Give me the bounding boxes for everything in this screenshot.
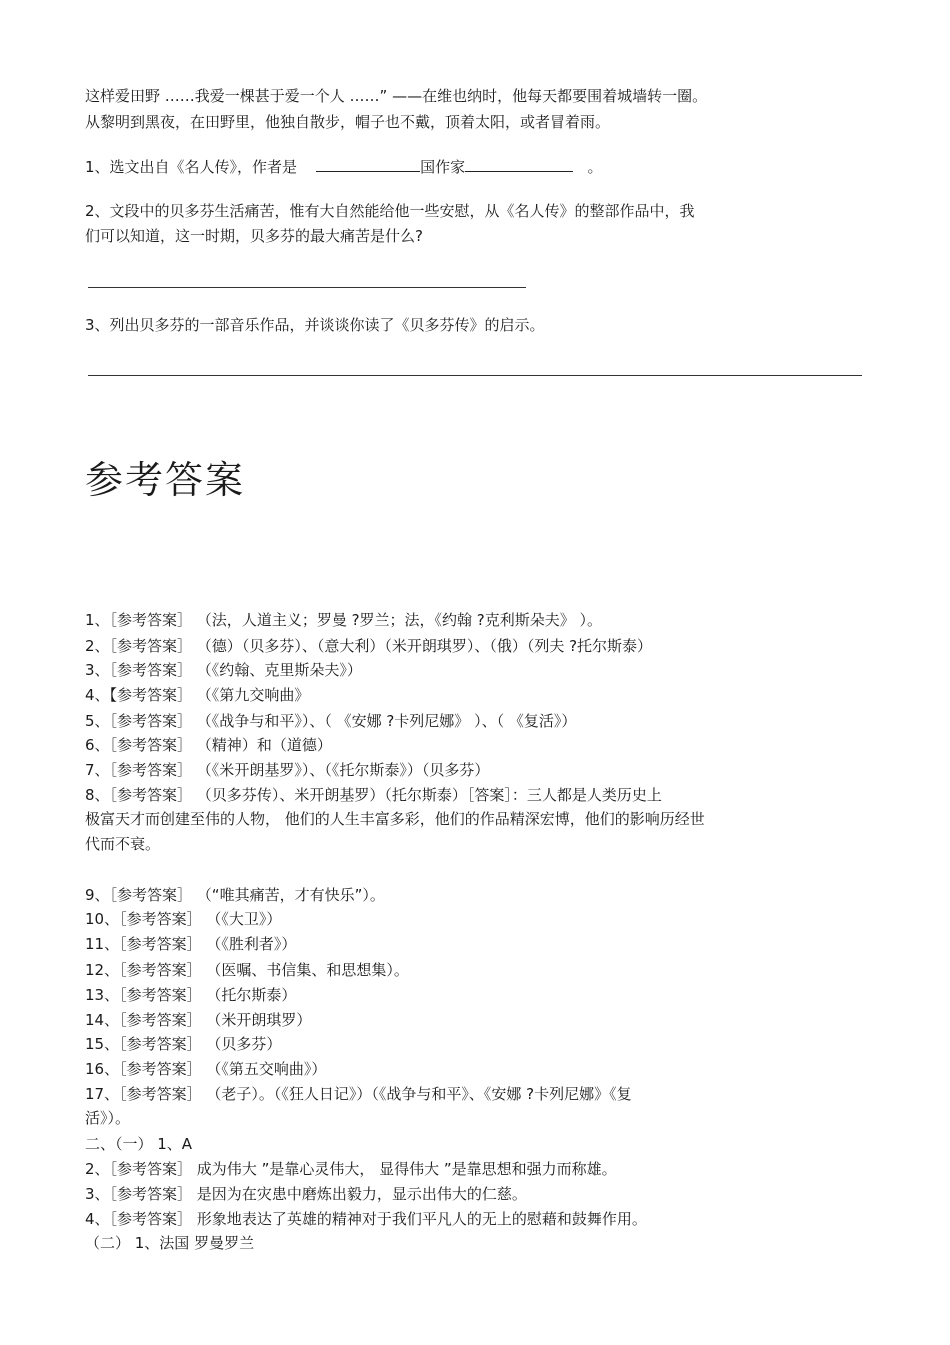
answer-line-question-3[interactable] — [88, 375, 862, 376]
writer-blank[interactable] — [465, 157, 573, 172]
answer-line: 11、［参考答案］ （《胜利者》） — [85, 935, 297, 953]
question-1-suffix: 。 — [587, 158, 603, 176]
answer-line: 6、［参考答案］ （精神）和（道德） — [85, 736, 332, 754]
answer-line: 3、［参考答案］ 是因为在灾患中磨炼出毅力，显示出伟大的仁慈。 — [85, 1185, 527, 1203]
answer-line: 3、［参考答案］ （《约翰、克里斯朵夫》） — [85, 661, 362, 679]
answer-line: 10、［参考答案］ （《大卫》） — [85, 910, 282, 928]
answer-line: 17、［参考答案］ （老子）。（《狂人日记》）（《战争与和平》、《安娜 ?卡列尼娜》《复 — [85, 1085, 632, 1103]
answers-title: 参考答案 — [85, 458, 246, 502]
question-3: 3、列出贝多芬的一部音乐作品，并谈谈你读了《贝多芬传》的启示。 — [85, 316, 545, 334]
answer-line: 12、［参考答案］ （医嘱、书信集、和思想集）。 — [85, 961, 409, 979]
answer-line: 16、［参考答案］ （《第五交响曲》） — [85, 1060, 327, 1078]
answer-line: 代而不衰。 — [85, 835, 161, 853]
answer-line: 1、［参考答案］ （法，人道主义；罗曼 ?罗兰；法，《约翰 ?克利斯朵夫》 ）。 — [85, 611, 603, 629]
answer-line: 极富天才而创建至伟的人物， 他们的人生丰富多彩，他们的作品精深宏博，他们的影响历经世 — [85, 810, 705, 828]
question-2-line-1: 2、文段中的贝多芬生活痛苦，惟有大自然能给他一些安慰，从《名人传》的整部作品中，我 — [85, 202, 695, 220]
question-1-prefix: 1、选文出自《名人传》，作者是 — [85, 158, 298, 176]
answer-line: 8、［参考答案］ （贝多芬传）、米开朗基罗）（托尔斯泰）［答案］：三人都是人类历史上 — [85, 786, 662, 804]
answer-line-question-2[interactable] — [88, 287, 526, 288]
answer-line: 2、［参考答案］ （德）（贝多芬）、（意大利）（米开朗琪罗）、（俄）（列夫 ?托尔斯泰） — [85, 637, 653, 655]
question-1 — [85, 157, 602, 177]
author-blank[interactable] — [316, 157, 420, 172]
passage-line-1: 这样爱田野 ……我爱一棵甚于爱一个人 ……” ——在维也纳时，他每天都要围着城墙转一圈。 — [85, 87, 708, 105]
answer-line: 7、［参考答案］ （《米开朗基罗》）、（《托尔斯泰》）（贝多芬） — [85, 761, 490, 779]
answer-line: 14、［参考答案］ （米开朗琪罗） — [85, 1011, 312, 1029]
answer-line: 2、［参考答案］ 成为伟大 ”是靠心灵伟大， 显得伟大 ”是靠思想和强力而称雄。 — [85, 1160, 617, 1178]
answer-line: 4、［参考答案］ 形象地表达了英雄的精神对于我们平凡人的无上的慰藉和鼓舞作用。 — [85, 1210, 647, 1228]
answer-line: 5、［参考答案］ （《战争与和平》）、（ 《安娜 ?卡列尼娜》 ）、（ 《复活》） — [85, 712, 577, 730]
answer-line: 二、（一） 1、A — [85, 1135, 193, 1153]
passage-line-2: 从黎明到黑夜，在田野里，他独自散步，帽子也不戴，顶着太阳，或者冒着雨。 — [85, 113, 611, 131]
answer-line: 9、［参考答案］ （“唯其痛苦，才有快乐”）。 — [85, 886, 385, 904]
answer-line: 活》）。 — [85, 1109, 131, 1127]
answer-line: （二） 1、法国 罗曼罗兰 — [85, 1234, 255, 1252]
question-1-middle: 国作家 — [420, 158, 466, 176]
answer-line: 15、［参考答案］ （贝多芬） — [85, 1035, 282, 1053]
answer-line: 4、【参考答案］ （《第九交响曲》 — [85, 686, 310, 704]
answer-line: 13、［参考答案］ （托尔斯泰） — [85, 986, 297, 1004]
question-2-line-2: 们可以知道，这一时期，贝多芬的最大痛苦是什么? — [85, 227, 423, 245]
